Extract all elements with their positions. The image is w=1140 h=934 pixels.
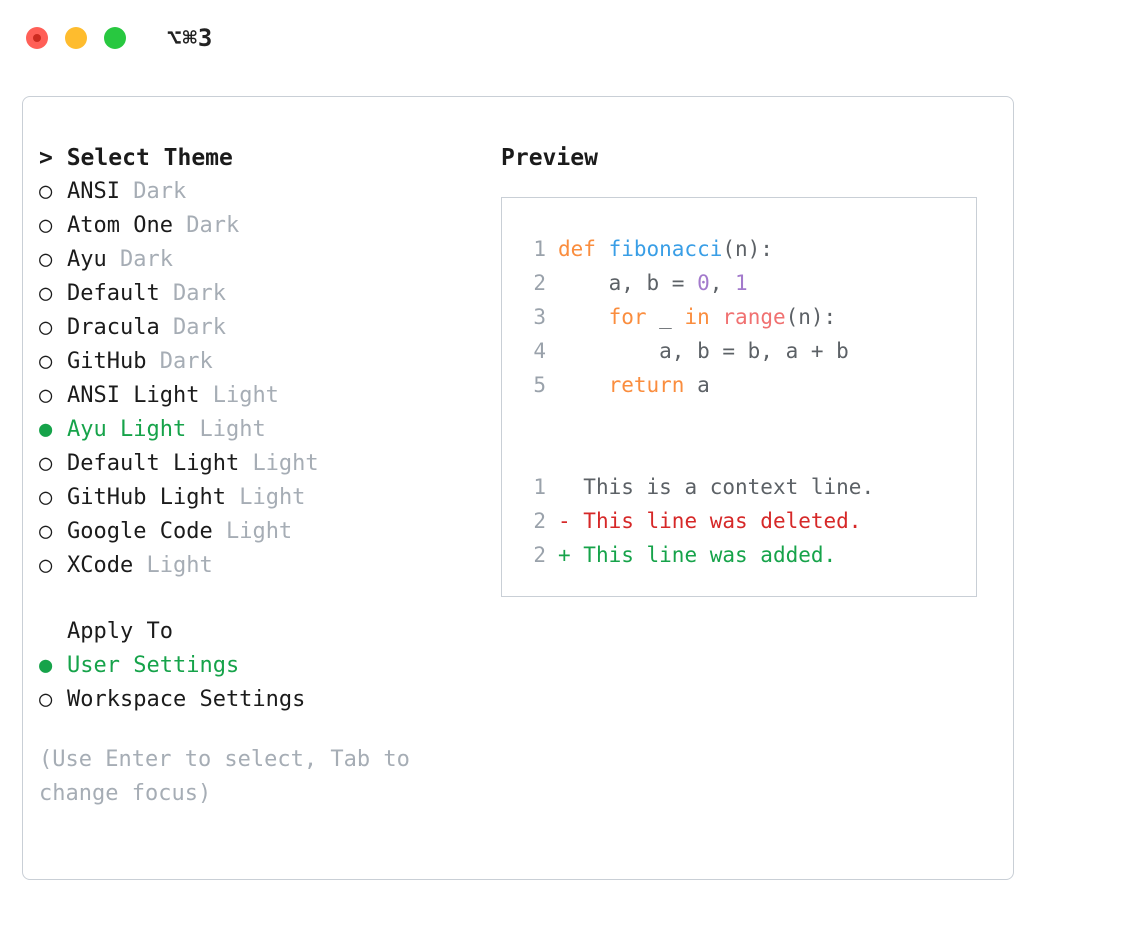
code-token: a, b = b, a + b	[558, 339, 849, 363]
line-number: 1	[533, 237, 546, 261]
line-number: 2	[533, 509, 546, 533]
code-token	[558, 373, 609, 397]
theme-label: GitHub	[67, 349, 147, 374]
theme-option-ansi-light[interactable]	[39, 379, 509, 413]
radio-icon: ○	[39, 281, 53, 306]
diff-sign: +	[558, 543, 571, 567]
radio-icon: ○	[39, 179, 53, 204]
theme-option-default-dark[interactable]	[39, 277, 509, 311]
spacer	[39, 583, 509, 615]
theme-variant-tag: Dark	[172, 315, 226, 340]
preview-column	[501, 141, 1001, 597]
code-token: ,	[709, 271, 736, 295]
line-number: 2	[533, 271, 546, 295]
code-token: fibonacci	[608, 237, 723, 261]
diff-text: This is a context line.	[570, 475, 875, 499]
theme-variant-tag: Light	[252, 451, 319, 476]
theme-label: Ayu	[67, 247, 107, 272]
radio-icon: ○	[39, 687, 53, 712]
apply-to-label: User Settings	[67, 653, 240, 678]
radio-icon: ○	[39, 519, 53, 544]
radio-icon: ○	[39, 383, 53, 408]
code-token: _	[646, 305, 685, 329]
apply-to-label: Workspace Settings	[67, 687, 306, 712]
theme-option-ayu-dark[interactable]	[39, 243, 509, 277]
radio-icon: ○	[39, 349, 53, 374]
theme-label: Dracula	[67, 315, 160, 340]
code-line	[520, 300, 976, 334]
theme-variant-tag: Light	[239, 485, 306, 510]
theme-option-github-dark[interactable]	[39, 345, 509, 379]
code-token: def	[558, 237, 609, 261]
line-number: 3	[533, 305, 546, 329]
code-token	[558, 305, 609, 329]
code-token: 1	[735, 271, 748, 295]
radio-icon: ○	[39, 553, 53, 578]
theme-variant-tag: Dark	[172, 281, 226, 306]
apply-to-option-workspace-settings[interactable]	[39, 683, 509, 717]
code-token: in	[684, 305, 710, 329]
line-number: 4	[533, 339, 546, 363]
code-token	[710, 305, 723, 329]
code-line	[520, 232, 976, 266]
radio-icon: ○	[39, 485, 53, 510]
theme-label: Google Code	[67, 519, 213, 544]
radio-icon: ○	[39, 451, 53, 476]
line-number: 1	[533, 475, 546, 499]
theme-variant-tag: Light	[225, 519, 293, 544]
spacer	[520, 402, 976, 436]
theme-variant-tag: Dark	[120, 247, 173, 272]
theme-option-dracula-dark[interactable]	[39, 311, 509, 345]
theme-variant-tag: Dark	[186, 213, 240, 238]
spacer	[520, 436, 976, 470]
theme-variant-tag: Light	[199, 417, 266, 442]
apply-to-list[interactable]	[39, 649, 509, 717]
diff-sign	[558, 475, 571, 499]
theme-label: XCode	[67, 553, 134, 578]
apply-to-option-user-settings[interactable]	[39, 649, 509, 683]
theme-label: Atom One	[67, 213, 173, 238]
theme-list[interactable]	[39, 175, 509, 583]
theme-option-ansi-dark[interactable]	[39, 175, 509, 209]
code-line	[520, 368, 976, 402]
theme-label: Default	[67, 281, 160, 306]
select-theme-heading	[39, 141, 509, 175]
line-number: 5	[533, 373, 546, 397]
theme-label: GitHub Light	[67, 485, 226, 510]
code-token: return	[608, 373, 685, 397]
close-window-button[interactable]	[26, 27, 48, 49]
keyboard-hint-text: (Use Enter to select, Tab to change focus)	[39, 747, 410, 806]
theme-option-github-light[interactable]	[39, 481, 509, 515]
theme-variant-tag: Dark	[133, 179, 187, 204]
theme-selection-column	[39, 141, 509, 811]
main-panel	[22, 96, 1014, 880]
radio-selected-icon: ●	[39, 653, 53, 678]
code-token: 0	[697, 271, 710, 295]
theme-label: Ayu Light	[67, 417, 187, 442]
code-token: (n):	[785, 305, 837, 329]
spacer	[39, 717, 509, 743]
theme-label: ANSI	[67, 179, 120, 204]
radio-icon: ○	[39, 213, 53, 238]
preview-heading: Preview	[501, 145, 598, 171]
preview-box	[501, 197, 977, 597]
maximize-window-button[interactable]	[104, 27, 126, 49]
diff-text: This line was added.	[570, 543, 837, 567]
select-theme-title: Select Theme	[66, 145, 233, 171]
theme-label: ANSI Light	[67, 383, 200, 408]
theme-variant-tag: Light	[146, 553, 213, 578]
keyboard-shortcut-label: ⌥⌘3	[167, 24, 214, 52]
code-line	[520, 334, 976, 368]
theme-variant-tag: Light	[212, 383, 279, 408]
title-bar	[0, 0, 1140, 76]
radio-icon: ○	[39, 247, 53, 272]
minimize-window-button[interactable]	[65, 27, 87, 49]
theme-option-atom-one-dark[interactable]	[39, 209, 509, 243]
code-token: a	[684, 373, 710, 397]
theme-option-google-code[interactable]	[39, 515, 509, 549]
diff-text: This line was deleted.	[570, 509, 862, 533]
radio-icon: ○	[39, 315, 53, 340]
code-token: for	[608, 305, 647, 329]
prompt-caret: >	[39, 145, 67, 171]
diff-sign: -	[558, 509, 571, 533]
line-number: 2	[533, 543, 546, 567]
diff-line-added	[520, 538, 976, 572]
code-token: a, b =	[558, 271, 698, 295]
code-line	[520, 266, 976, 300]
theme-option-xcode[interactable]	[39, 549, 509, 583]
theme-variant-tag: Dark	[159, 349, 213, 374]
theme-label: Default Light	[67, 451, 240, 476]
theme-option-default-light[interactable]	[39, 447, 509, 481]
code-token: range	[722, 305, 786, 329]
diff-line-deleted	[520, 504, 976, 538]
apply-to-heading: Apply To	[67, 619, 173, 644]
theme-option-ayu-light[interactable]	[39, 413, 509, 447]
radio-selected-icon: ●	[39, 417, 53, 442]
diff-line-context	[520, 470, 976, 504]
code-token: (n):	[722, 237, 773, 261]
